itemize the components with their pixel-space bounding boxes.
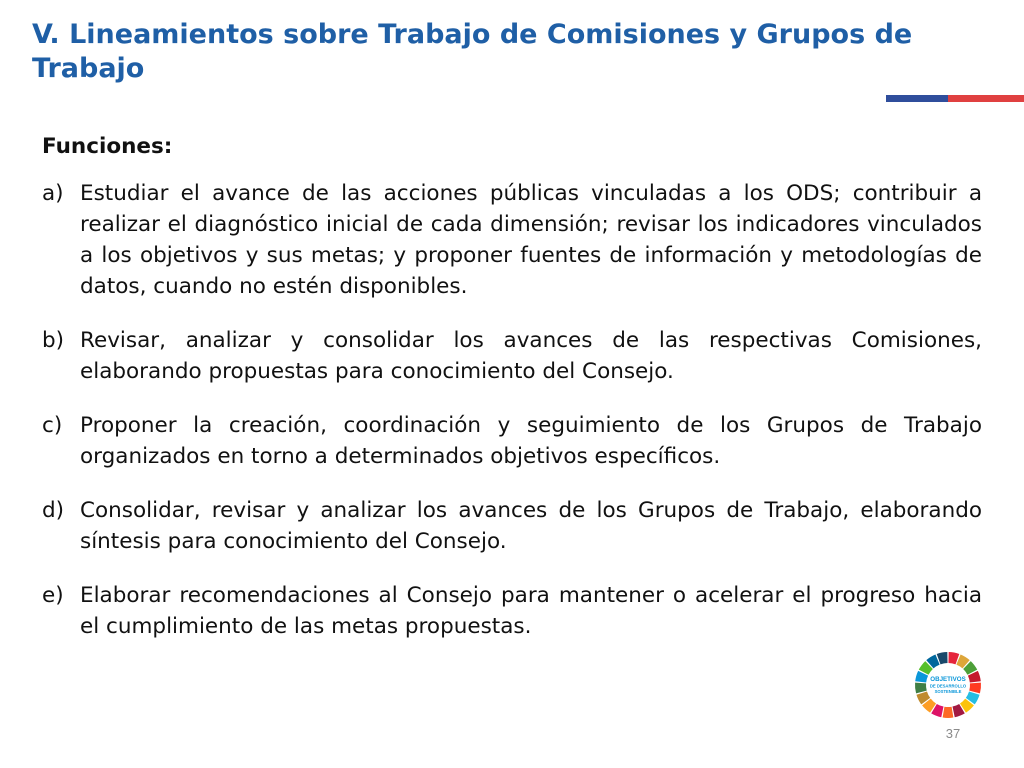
list-item-text: Elaborar recomendaciones al Consejo para mantener o acelerar el progreso hacia el cumplimiento de las metas propuestas. [80,583,982,639]
list-item-text: Proponer la creación, coordinación y seguimiento de los Grupos de Trabajo organizados en torno a determinados objetivos específicos. [80,413,982,469]
sdg-logo-line-3: SOSTENIBLE [934,689,962,694]
list-item-letter: e) [42,583,64,608]
sdg-logo-line-2: DE DESARROLLO [929,683,967,689]
page-number: 37 [945,726,961,741]
list-item-letter: a) [42,181,64,206]
accent-bar [886,95,1024,102]
sdg-wheel-segment [943,707,954,718]
list-item [42,325,982,387]
section-heading: Funciones: [42,134,173,159]
sdg-logo-line-1: OBJETIVOS [930,676,966,683]
slide-title: V. Lineamientos sobre Trabajo de Comisiones y Grupos de Trabajo [32,19,913,84]
sdg-wheel-logo [913,650,983,720]
accent-bar-blue [886,95,948,102]
accent-bar-red [948,95,1024,102]
list-item [42,178,982,302]
list-item-letter: d) [42,498,65,523]
sdg-wheel-segment [969,683,981,694]
list-item [42,580,982,642]
list-item-text: Revisar, analizar y consolidar los avances de las respectivas Comisiones, elaborando propuestas para conocimiento del Consejo. [80,328,982,384]
list-item [42,410,982,472]
list-item-letter: b) [42,328,65,353]
list-item-text: Consolidar, revisar y analizar los avances de los Grupos de Trabajo, elaborando síntesis para conocimiento del Consejo. [80,498,982,554]
list-item [42,495,982,557]
content-body [42,132,982,665]
list-item-letter: c) [42,413,63,438]
sdg-wheel-segment [915,683,927,694]
list-item-text: Estudiar el avance de las acciones públicas vinculadas a los ODS; contribuir a realizar el diagnóstico inicial de cada dimensión; revisar los indicadores vinculados a los objetivos y sus metas; y proponer fuentes de información y metodologías de datos, cuando no estén disponibles. [80,181,982,299]
